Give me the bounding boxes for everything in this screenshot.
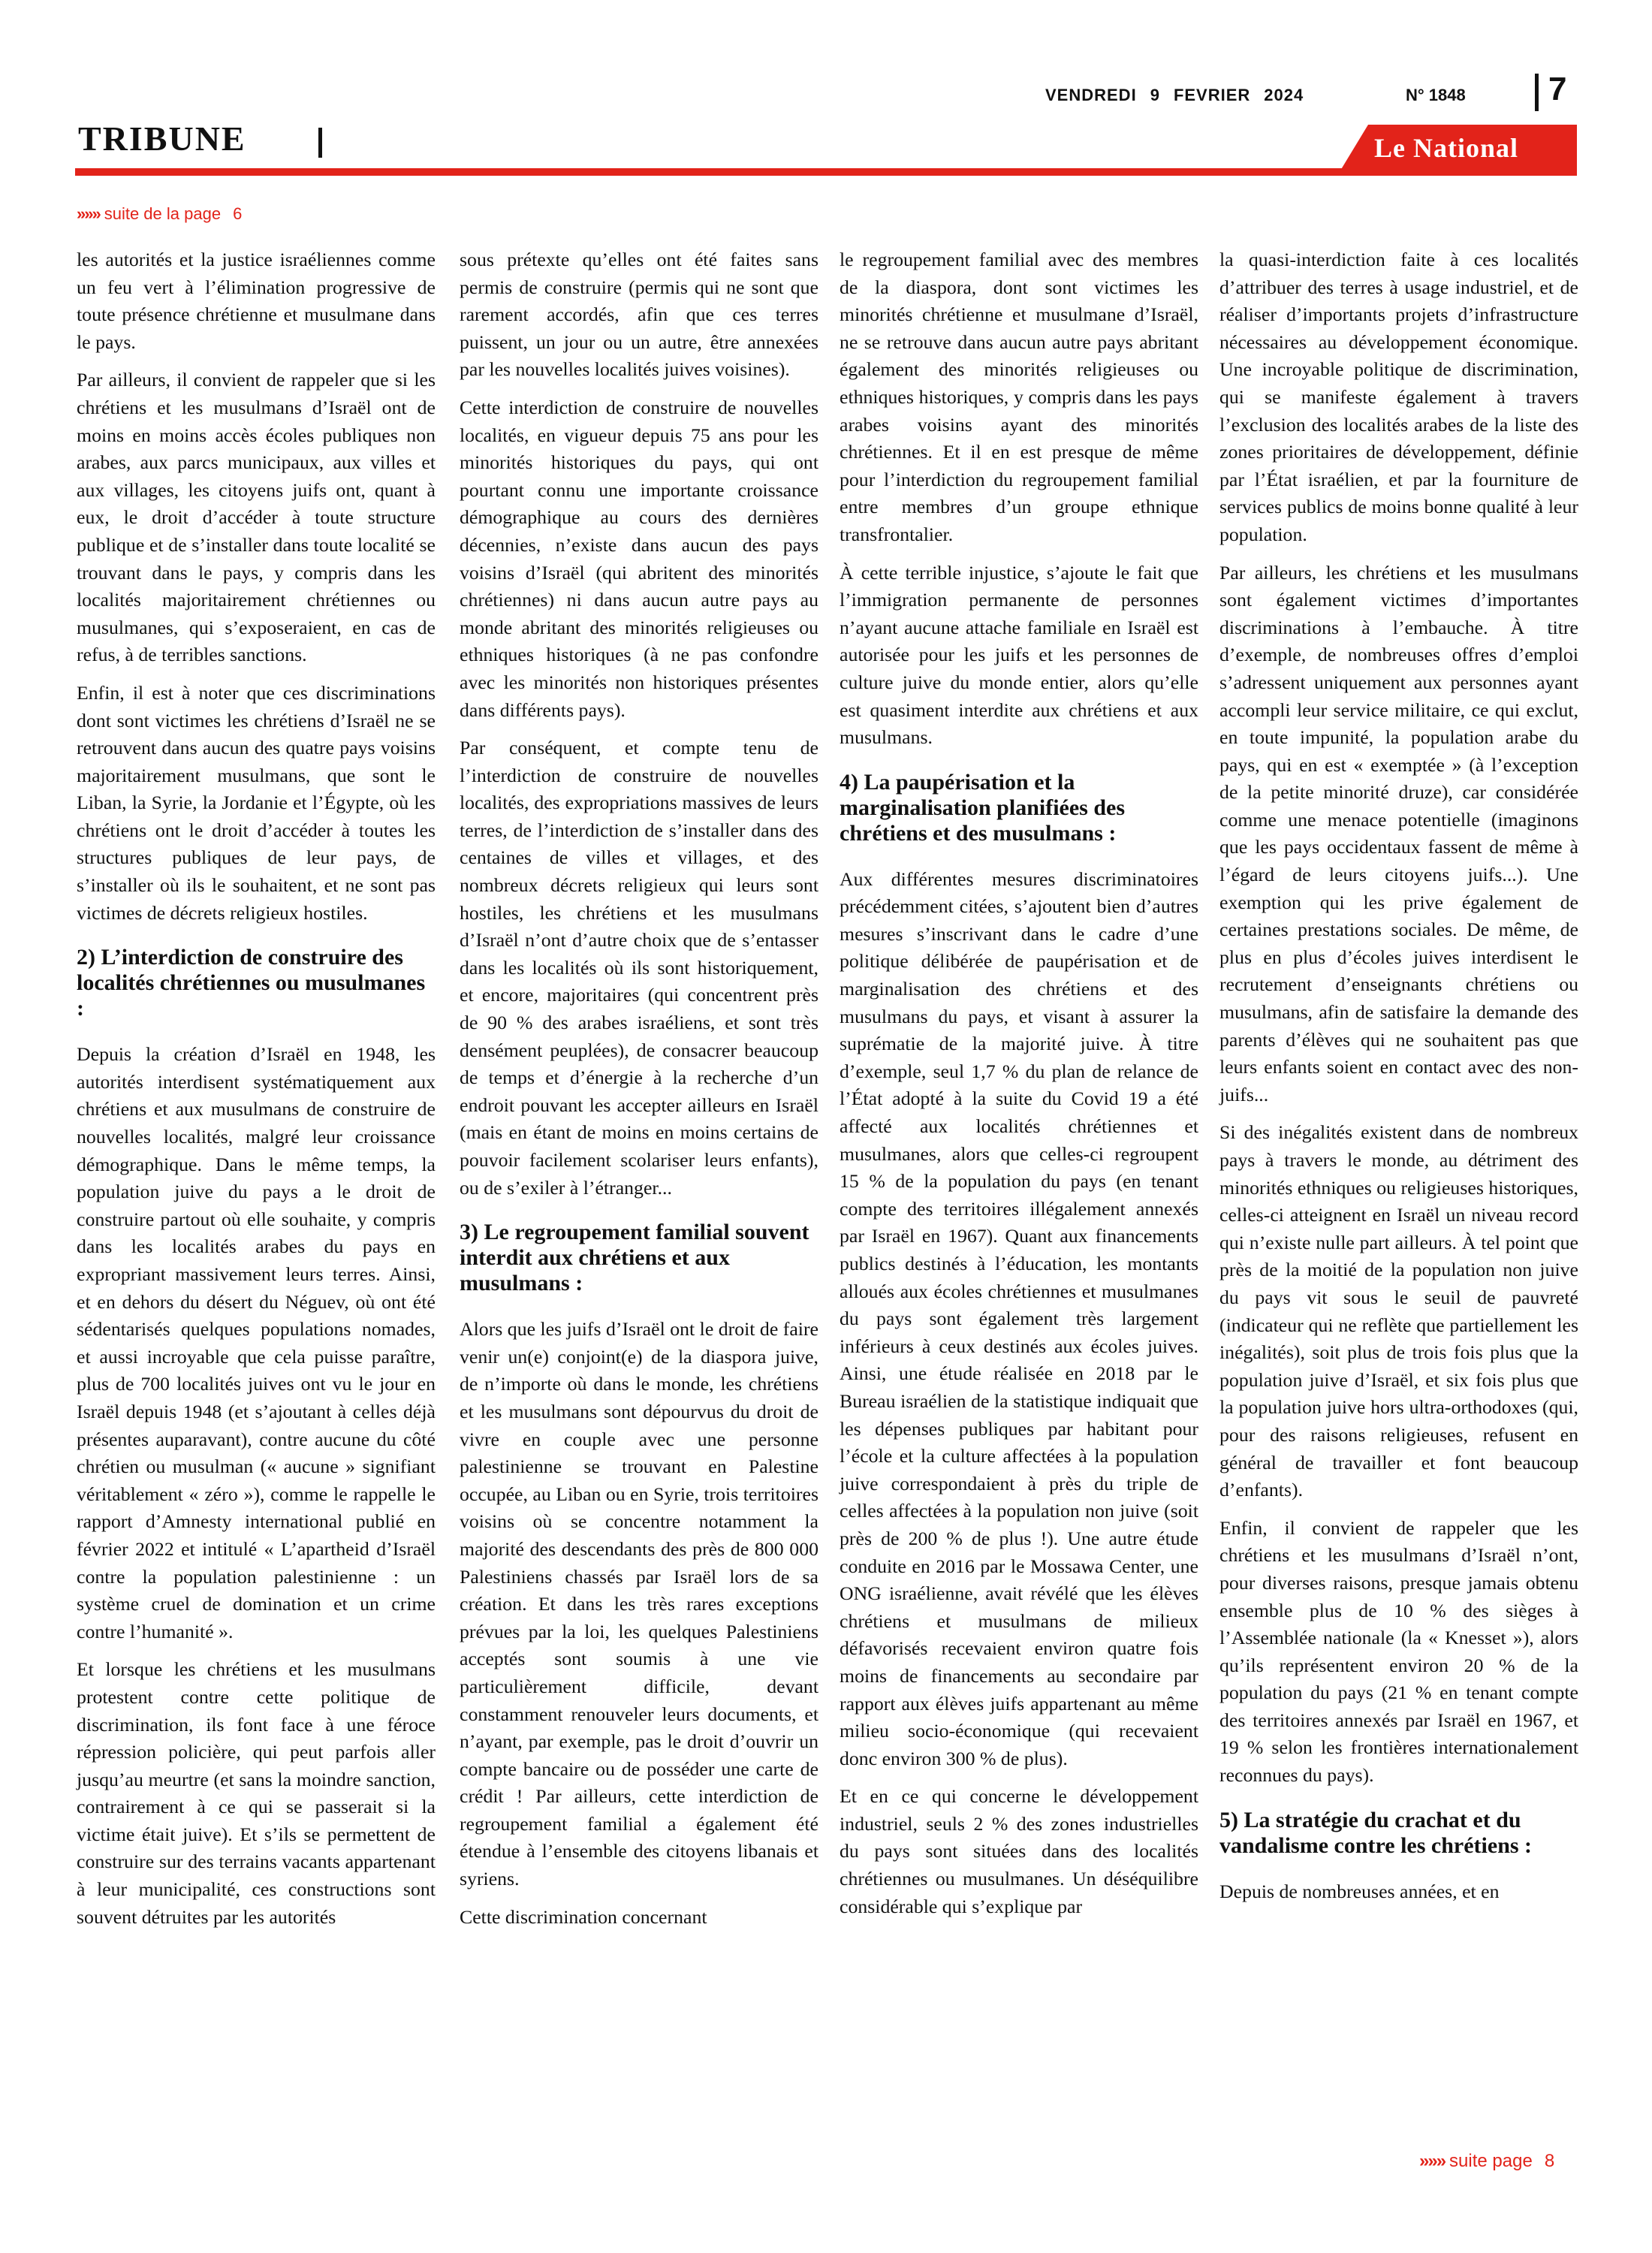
- issue-day: VENDREDI: [1045, 86, 1137, 104]
- paragraph: Enfin, il est à noter que ces discriminations dont sont victimes les chrétiens d’Israël ne se retrouvent dans aucun des quatre pays voisins majoritairement musulmans, que sont le Liban, la Syrie, la Jordanie et l’Égypte, où les chrétiens ont le droit d’accéder à toutes les structures publiques de leur pays, de s’installer où ils le souhaitent, et ne sont pas victimes de décrets religieux hostiles.: [77, 681, 436, 924]
- issue-year: 2024: [1264, 86, 1304, 104]
- issue-month: FEVRIER: [1173, 86, 1251, 104]
- brand-name: Le National: [1374, 133, 1519, 163]
- header-divider: [1535, 74, 1539, 111]
- continued-arrows: »»»: [1419, 2151, 1446, 2171]
- continued-from[interactable]: [77, 204, 242, 224]
- section-heading: 4) La paupérisation et la marginalisation planifiées des chrétiens et des musulmans :: [840, 769, 1126, 846]
- article-column-1: [77, 246, 436, 1941]
- paragraph: Alors que les juifs d’Israël ont le droit de faire venir un(e) conjoint(e) de la diaspora juive, de n’importe où dans le monde, les chrétiens et les musulmans sont dépourvus du droit de vivre en couple avec une personne palestinienne se trouvant en Palestine occupée, au Liban ou en Syrie, trois territoires voisins où se concentre notamment la majorité des descendants des près de 800 000 Palestiniens chassés par Israël lors de sa création. Et dans les très rares exceptions prévues par la loi, les quelques Palestiniens acceptés sont soumis à une vie particulièrement difficile, devant constamment renouveler leurs documents, et n’ayant, par exemple, pas le droit d’ouvrir un compte bancaire ou de posséder une carte de crédit ! Par ailleurs, cette interdiction de regroupement familial a également été étendue à l’ensemble des citoyens libanais et syriens.: [460, 1318, 818, 1890]
- continued-on-page: 8: [1544, 2151, 1555, 2171]
- continued-on[interactable]: [1419, 2151, 1554, 2172]
- paragraph: Par conséquent, et compte tenu de l’interdiction de construire de nouvelles localités, des expropriations massives de leurs terres, de l’interdiction de s’installer dans des centaines de villes et villages, et des nombreux décrets religieux qui leurs sont hostiles, les chrétiens et les musulmans d’Israël n’ont d’autre choix que de s’entasser dans les localités où ils sont historiquement, et encore, majoritaires (qui concentrent près de 90 % des arabes israéliens, et sont très densément peuplées), de consacrer beaucoup de temps et d’énergie à la recherche d’un endroit pouvant les accepter ailleurs en Israël (mais en étant de moins en moins certains de pouvoir facilement scolariser leurs enfants), ou de s’exiler à l’étranger...: [460, 737, 818, 1199]
- rubric-divider: [318, 128, 322, 158]
- section-heading: 2) L’interdiction de construire des localités chrétiennes ou musulmanes :: [77, 945, 426, 1021]
- paragraph: le regroupement familial avec des membres de la diaspora, dont sont victimes les minorités chrétienne et musulmane d’Israël, ne se retrouve dans aucun autre pays abritant également des minorités religieuses ou ethniques historiques, y compris dans les pays arabes voisins ayant des minorités chrétiennes. Et il en est presque de même pour l’interdiction du regroupement familial entre membres d’un groupe ethnique transfrontalier.: [840, 249, 1198, 545]
- issue-number: N° 1848: [1406, 86, 1466, 104]
- paragraph: Depuis de nombreuses années, et en: [1219, 1880, 1500, 1902]
- paragraph: Enfin, il convient de rappeler que les chrétiens et les musulmans d’Israël n’ont, pour diverses raisons, presque jamais obtenu ensemble plus de 10 % des sièges à l’Assemblée nationale (la « Knesset »), alors qu’ils représentent environ 20 % de la population du pays (21 % en tenant compte des territoires annexés par Israël en 1967, et 19 % selon les frontières internationalement reconnues du pays).: [1219, 1516, 1578, 1787]
- article-column-2: [460, 246, 818, 1941]
- section-heading: 5) La stratégie du crachat et du vandalisme contre les chrétiens :: [1219, 1807, 1533, 1858]
- paragraph: Depuis la création d’Israël en 1948, les autorités interdisent systématiquement aux chrétiens et aux musulmans de construire de nouvelles localités, malgré leur croissance démographique. Dans le même temps, la population juive du pays a le droit de construire partout où elle souhaite, y compris dans les localités arabes du pays en expropriant massivement leurs terres. Ainsi, et en dehors du désert du Néguev, où ont été sédentarisés quelques populations nomades, et aussi incroyable que cela puisse paraître, plus de 700 localités juives ont vu le jour en Israël depuis 1948 (et s’ajoutant à celles déjà présentes auparavant), contre aucune du côté chrétien ou musulman (« aucune » signifiant véritablement « zéro »), comme le rappelle le rapport d’Amnesty international publié en février 2022 et intitulé « L’apartheid d’Israël contre la population palestinienne : un système cruel de domination et un crime contre l’humanité ».: [77, 1043, 436, 1642]
- article-column-3: [840, 246, 1198, 1931]
- paragraph: la quasi-interdiction faite à ces localités d’attribuer des terres à usage industriel, et de réaliser d’importants projets d’infrastructure nécessaires au développement économique. Une incroyable politique de discrimination, qui se manifeste également à travers l’exclusion des localités arabes de la liste des zones prioritaires de développement, définie par l’État israélien, et par la fourniture de services publics de moins bonne qualité à leur population.: [1219, 249, 1578, 545]
- page-number: 7: [1548, 71, 1567, 107]
- paragraph: À cette terrible injustice, s’ajoute le fait que l’immigration permanente de personnes n’ayant aucune attache familiale en Israël est autorisée pour les juifs et les personnes de culture juive du monde entier, alors qu’elle est quasiment interdite aux chrétiens et aux musulmans.: [840, 561, 1198, 749]
- continued-arrows: »»»: [77, 204, 100, 223]
- paragraph: Et lorsque les chrétiens et les musulmans protestent contre cette politique de discrimination, ils font face à une féroce répression policière, qui peut parfois aller jusqu’au meurtre (et sans la moindre sanction, contrairement à ce qui se passerait si la victime était juive). Et s’ils se permettent de construire sur des terrains vacants appartenant à leur municipalité, ces constructions sont souvent détruites par les autorités: [77, 1658, 436, 1928]
- paragraph: Cette discrimination concernant: [460, 1905, 707, 1928]
- paragraph: Cette interdiction de construire de nouvelles localités, en vigueur depuis 75 ans pour les minorités historiques du pays, qui ont pourtant connu une importante croissance démographique au cours des dernières décennies, n’existe dans aucun des pays voisins d’Israël (qui abritent des minorités chrétiennes) ni dans aucun autre pays au monde abritant des minorités religieuses ou ethniques historiques (à ne pas confondre avec les minorités non historiques présentes dans différents pays).: [460, 396, 818, 721]
- paragraph: Par ailleurs, les chrétiens et les musulmans sont également victimes d’importantes discriminations à l’embauche. À titre d’exemple, de nombreuses offres d’emploi s’adressent uniquement aux personnes ayant accompli leur service militaire, ce qui exclut, en toute impunité, la population arabe du pays, qui en est « exemptée » (à l’exception de la petite minorité druze), car considérée comme une menace potentielle (imaginons que les pays occidentaux fassent de même à l’égard de leurs citoyens juifs...). Une exemption qui les prive également de certaines prestations sociales. De même, de plus en plus d’écoles juives interdisent le recrutement d’enseignants chrétiens ou musulmans, afin de satisfaire la demande des parents d’élèves qui ne souhaitent pas que leurs enfants soient en contact avec des non-juifs...: [1219, 561, 1578, 1105]
- paragraph: Aux différentes mesures discriminatoires précédemment citées, s’ajoutent bien d’autres mesures s’inscrivant dans le cadre d’une politique délibérée de paupérisation et de marginalisation des chrétiens et des musulmans du pays, et visant à assurer la suprématie de la majorité juive. À titre d’exemple, seul 1,7 % du plan de relance de l’État adopté à la suite du Covid 19 a été affecté aux localités chrétiennes et musulmanes, alors que celles-ci regroupent 15 % de la population du pays (en tenant compte des territoires illégalement annexés par Israël en 1967). Quant aux financements publics destinés à l’éducation, les montants alloués aux écoles chrétiennes et musulmanes du pays sont également très largement inférieurs à ceux destinés aux écoles juives. Ainsi, une étude réalisée en 2018 par le Bureau israélien de la statistique indiquait que les dépenses publiques par habitant pour l’école et la culture affectées à la population juive correspondaient à près du triple de celles affectées à la population non juive (soit près de 200 % de plus !). Une autre étude conduite en 2016 par le Mossawa Center, une ONG israélienne, avait révélé que les élèves chrétiens et musulmans de milieux défavorisés recevaient environ quatre fois moins de financements au secondaire par rapport aux élèves juifs appartenant au même milieu socio-économique (qui recevaient donc environ 300 % de plus).: [840, 867, 1198, 1769]
- continued-from-text: suite de la page: [104, 204, 222, 223]
- section-rubric: TRIBUNE: [78, 119, 246, 158]
- continued-from-page: 6: [233, 204, 243, 223]
- paragraph: Par ailleurs, il convient de rappeler que si les chrétiens et les musulmans d’Israël ont de moins en moins accès écoles publiques non arabes, aux parcs municipaux, aux villes et aux villages, les citoyens juifs ont, quant à eux, le droit d’accéder à toute structure publique et de s’installer dans toute localité se trouvant dans le pays, y compris dans les localités majoritairement chrétiennes ou musulmanes, qui s’exposeraient, en cas de refus, à de terribles sanctions.: [77, 369, 436, 666]
- paragraph: sous prétexte qu’elles ont été faites sans permis de construire (permis qui ne sont que rarement accordés, afin que ces terres puissent, un jour ou un autre, être annexées par les nouvelles localités juives voisines).: [460, 249, 818, 381]
- paragraph: Et en ce qui concerne le développement industriel, seuls 2 % des zones industrielles du pays sont situées dans des localités chrétiennes ou musulmanes. Un déséquilibre considérable qui s’explique par: [840, 1785, 1198, 1917]
- issue-date-num: 9: [1150, 86, 1160, 104]
- continued-on-text: suite page: [1449, 2151, 1533, 2171]
- article-column-4: [1219, 246, 1578, 1916]
- paragraph: Si des inégalités existent dans de nombreux pays à travers le monde, au détriment des minorités ethniques ou religieuses historiques, celles-ci atteignent en Israël un niveau record qui n’existe nulle part ailleurs. À tel point que près de la moitié de la population non juive du pays vit sous le seuil de pauvreté (indicateur qui ne reflète que partiellement les inégalités), soit plus de trois fois plus que la population juive d’Israël, et six fois plus que la population juive hors ultra-orthodoxes (qui, pour des raisons religieuses, refusent en général de travailler et font beaucoup d’enfants).: [1219, 1121, 1578, 1501]
- paragraph: les autorités et la justice israéliennes comme un feu vert à l’élimination progressive de toute présence chrétienne et musulmane dans le pays.: [77, 249, 436, 353]
- issue-date: [1045, 86, 1317, 105]
- section-heading: 3) Le regroupement familial souvent interdit aux chrétiens et aux musulmans :: [460, 1220, 809, 1296]
